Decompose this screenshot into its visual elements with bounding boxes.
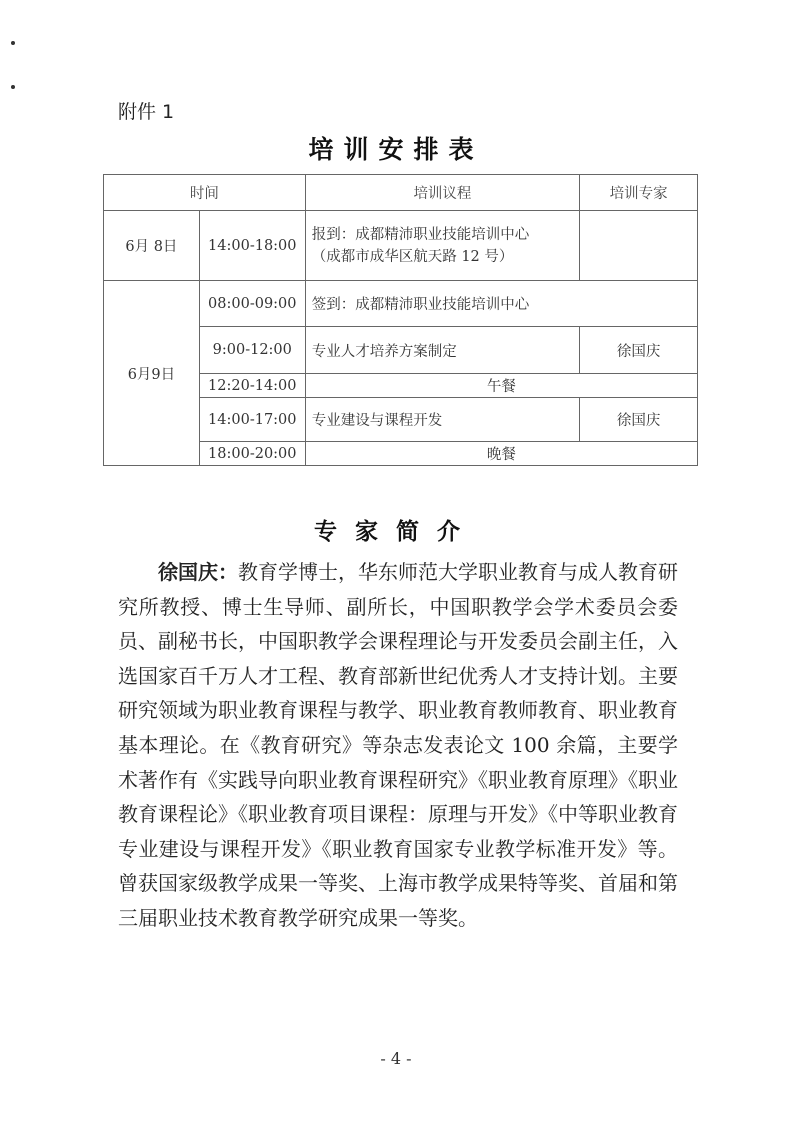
expert-cell: 徐国庆 — [580, 398, 698, 442]
page-number: - 4 - — [380, 1049, 412, 1068]
agenda-cell: 晚餐 — [305, 442, 697, 466]
time-cell: 14:00-18:00 — [199, 211, 305, 281]
header-expert: 培训专家 — [580, 175, 698, 211]
expert-name: 徐国庆： — [158, 560, 238, 584]
expert-bio-paragraph — [118, 555, 678, 936]
agenda-cell: 专业建设与课程开发 — [305, 398, 579, 442]
agenda-cell: 专业人才培养方案制定 — [305, 327, 579, 374]
scan-dot — [11, 41, 15, 45]
header-time: 时间 — [104, 175, 306, 211]
table-row — [104, 281, 698, 327]
attachment-label: 附件 1 — [118, 101, 175, 123]
date-cell: 6月 8日 — [104, 211, 200, 281]
time-cell: 12:20-14:00 — [199, 374, 305, 398]
page-title: 培训安排表 — [308, 135, 484, 164]
agenda-line: 报到：成都精沛职业技能培训中心 — [311, 226, 530, 243]
training-schedule-table — [103, 174, 698, 466]
expert-section-heading: 专家简介 — [314, 518, 478, 545]
scan-dot — [11, 85, 15, 89]
time-cell: 08:00-09:00 — [199, 281, 305, 327]
agenda-cell: 签到：成都精沛职业技能培训中心 — [305, 281, 697, 327]
table-row — [104, 211, 698, 281]
agenda-cell — [305, 211, 579, 281]
time-cell: 9:00-12:00 — [199, 327, 305, 374]
expert-cell — [580, 211, 698, 281]
time-cell: 18:00-20:00 — [199, 442, 305, 466]
expert-cell: 徐国庆 — [580, 327, 698, 374]
agenda-line: （成都市成华区航天路 12 号） — [311, 248, 514, 265]
expert-bio: 教育学博士，华东师范大学职业教育与成人教育研究所教授、博士生导师、副所长，中国职教学会学术委员会委员、副秘书长，中国职教学会课程理论与开发委员会副主任，入选国家百千万人才工程、教育部新世纪优秀人才支持计划。主要研究领域为职业教育课程与教学、职业教育教师教育、职业教育基本理论。在《教育研究》等杂志发表论文 100 余篇，主要学术著作有《实践导向职业教育课程研究》《职业教育原理》《职业教育课程论》《职业教育项目课程：原理与开发》《中等职业教育专业建设与课程开发》《职业教育国家专业教学标准开发》等。曾获国家级教学成果一等奖、上海市教学成果特等奖、首届和第三届职业技术教育教学研究成果一等奖。 — [118, 560, 678, 930]
time-cell: 14:00-17:00 — [199, 398, 305, 442]
header-agenda: 培训议程 — [305, 175, 579, 211]
date-cell: 6月9日 — [104, 281, 200, 466]
table-header-row — [104, 175, 698, 211]
agenda-cell: 午餐 — [305, 374, 697, 398]
